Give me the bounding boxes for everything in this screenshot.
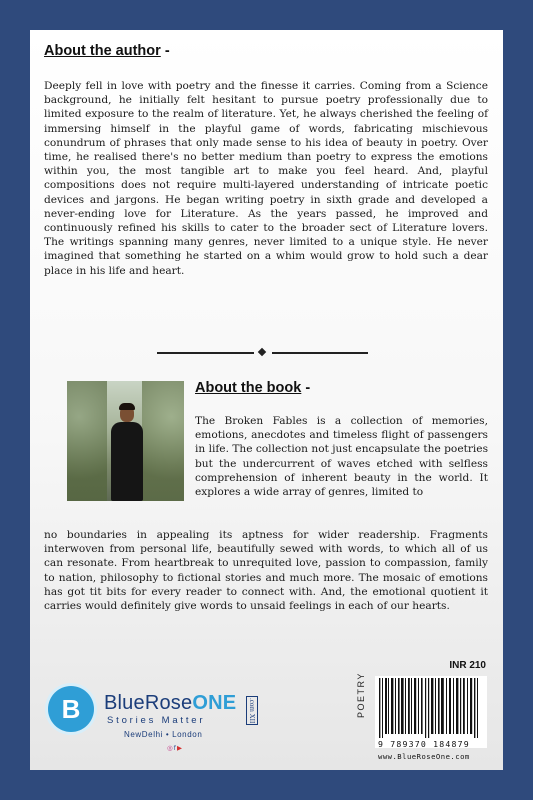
author-photo [67,381,184,501]
about-book-text-wide: no boundaries in appealing its aptness for wider readership. Fragments interwoven from personal life, beautifully sewed with words, to which all of us can resonate. From heartbreak to unrequited love, passion to compassion, family to nation, philosophy to fictional stories and much more. The mosaic of emotions has got tit bits for every reader to connect with. And, the emotional quotient it carries would definitely give words to unsaid feelings in each of our hearts. [44,529,488,613]
publisher-name: BlueRoseONE [104,692,237,714]
facebook-icon: f [173,744,176,752]
divider-right [272,352,368,354]
about-book-heading: About the book - [195,380,311,396]
publisher-cities: NewDelhi • London [124,730,203,739]
publisher-badge: .com XII [248,698,256,724]
divider-left [157,352,254,354]
isbn-number: 9 789370 184879 [378,739,470,749]
about-book-text-narrow: The Broken Fables is a collection of memories, emotions, anecdotes and timeless flight of passengers in life. The collection not just encapsulate the poetries but the undercurrent of waves etched with selfless comprehension of inherent beauty in the world. It explores a wide array of genres, limited to [195,415,488,499]
instagram-icon: ◎ [167,744,173,752]
price-label: INR 210 [449,660,486,671]
about-author-text: Deeply fell in love with poetry and the finesse it carries. Coming from a Science background, he initially felt hesitant to pursue poetry professionally due to limited exposure to the realm of literature. Yet, he always cherished the feeling of immersing himself in the playful game of words, fabricating mischievous conundrum of phrases that only made sense to his idea of beauty in poetry. Over time, he realised there's no better medium than poetry to express the emotions within you, the most tangible art to make you feel heard. And, playful compositions does not require multi-layered understanding of intricate poetic devices and jargons. He began writing poetry in sixth grade and developed a never-ending love for Literature. As the years passed, he improved and continuously refined his skills to cater to the broader sect of Literature lovers. The writings spanning many genres, never limited to a unique style. He never imagined that something he started on a whim would grow to hold such a dear place in his life and heart. [44,80,488,277]
blue-rose-logo-icon: B [48,686,94,732]
barcode-icon [375,676,487,738]
genre-label: POETRY [356,672,366,718]
publisher-tagline: Stories Matter [107,715,206,726]
youtube-icon: ▶ [176,744,182,752]
publisher-website: www.BlueRoseOne.com [378,752,470,761]
social-icons [167,744,183,752]
isbn-barcode [375,676,487,748]
about-author-heading: About the author - [44,43,170,59]
